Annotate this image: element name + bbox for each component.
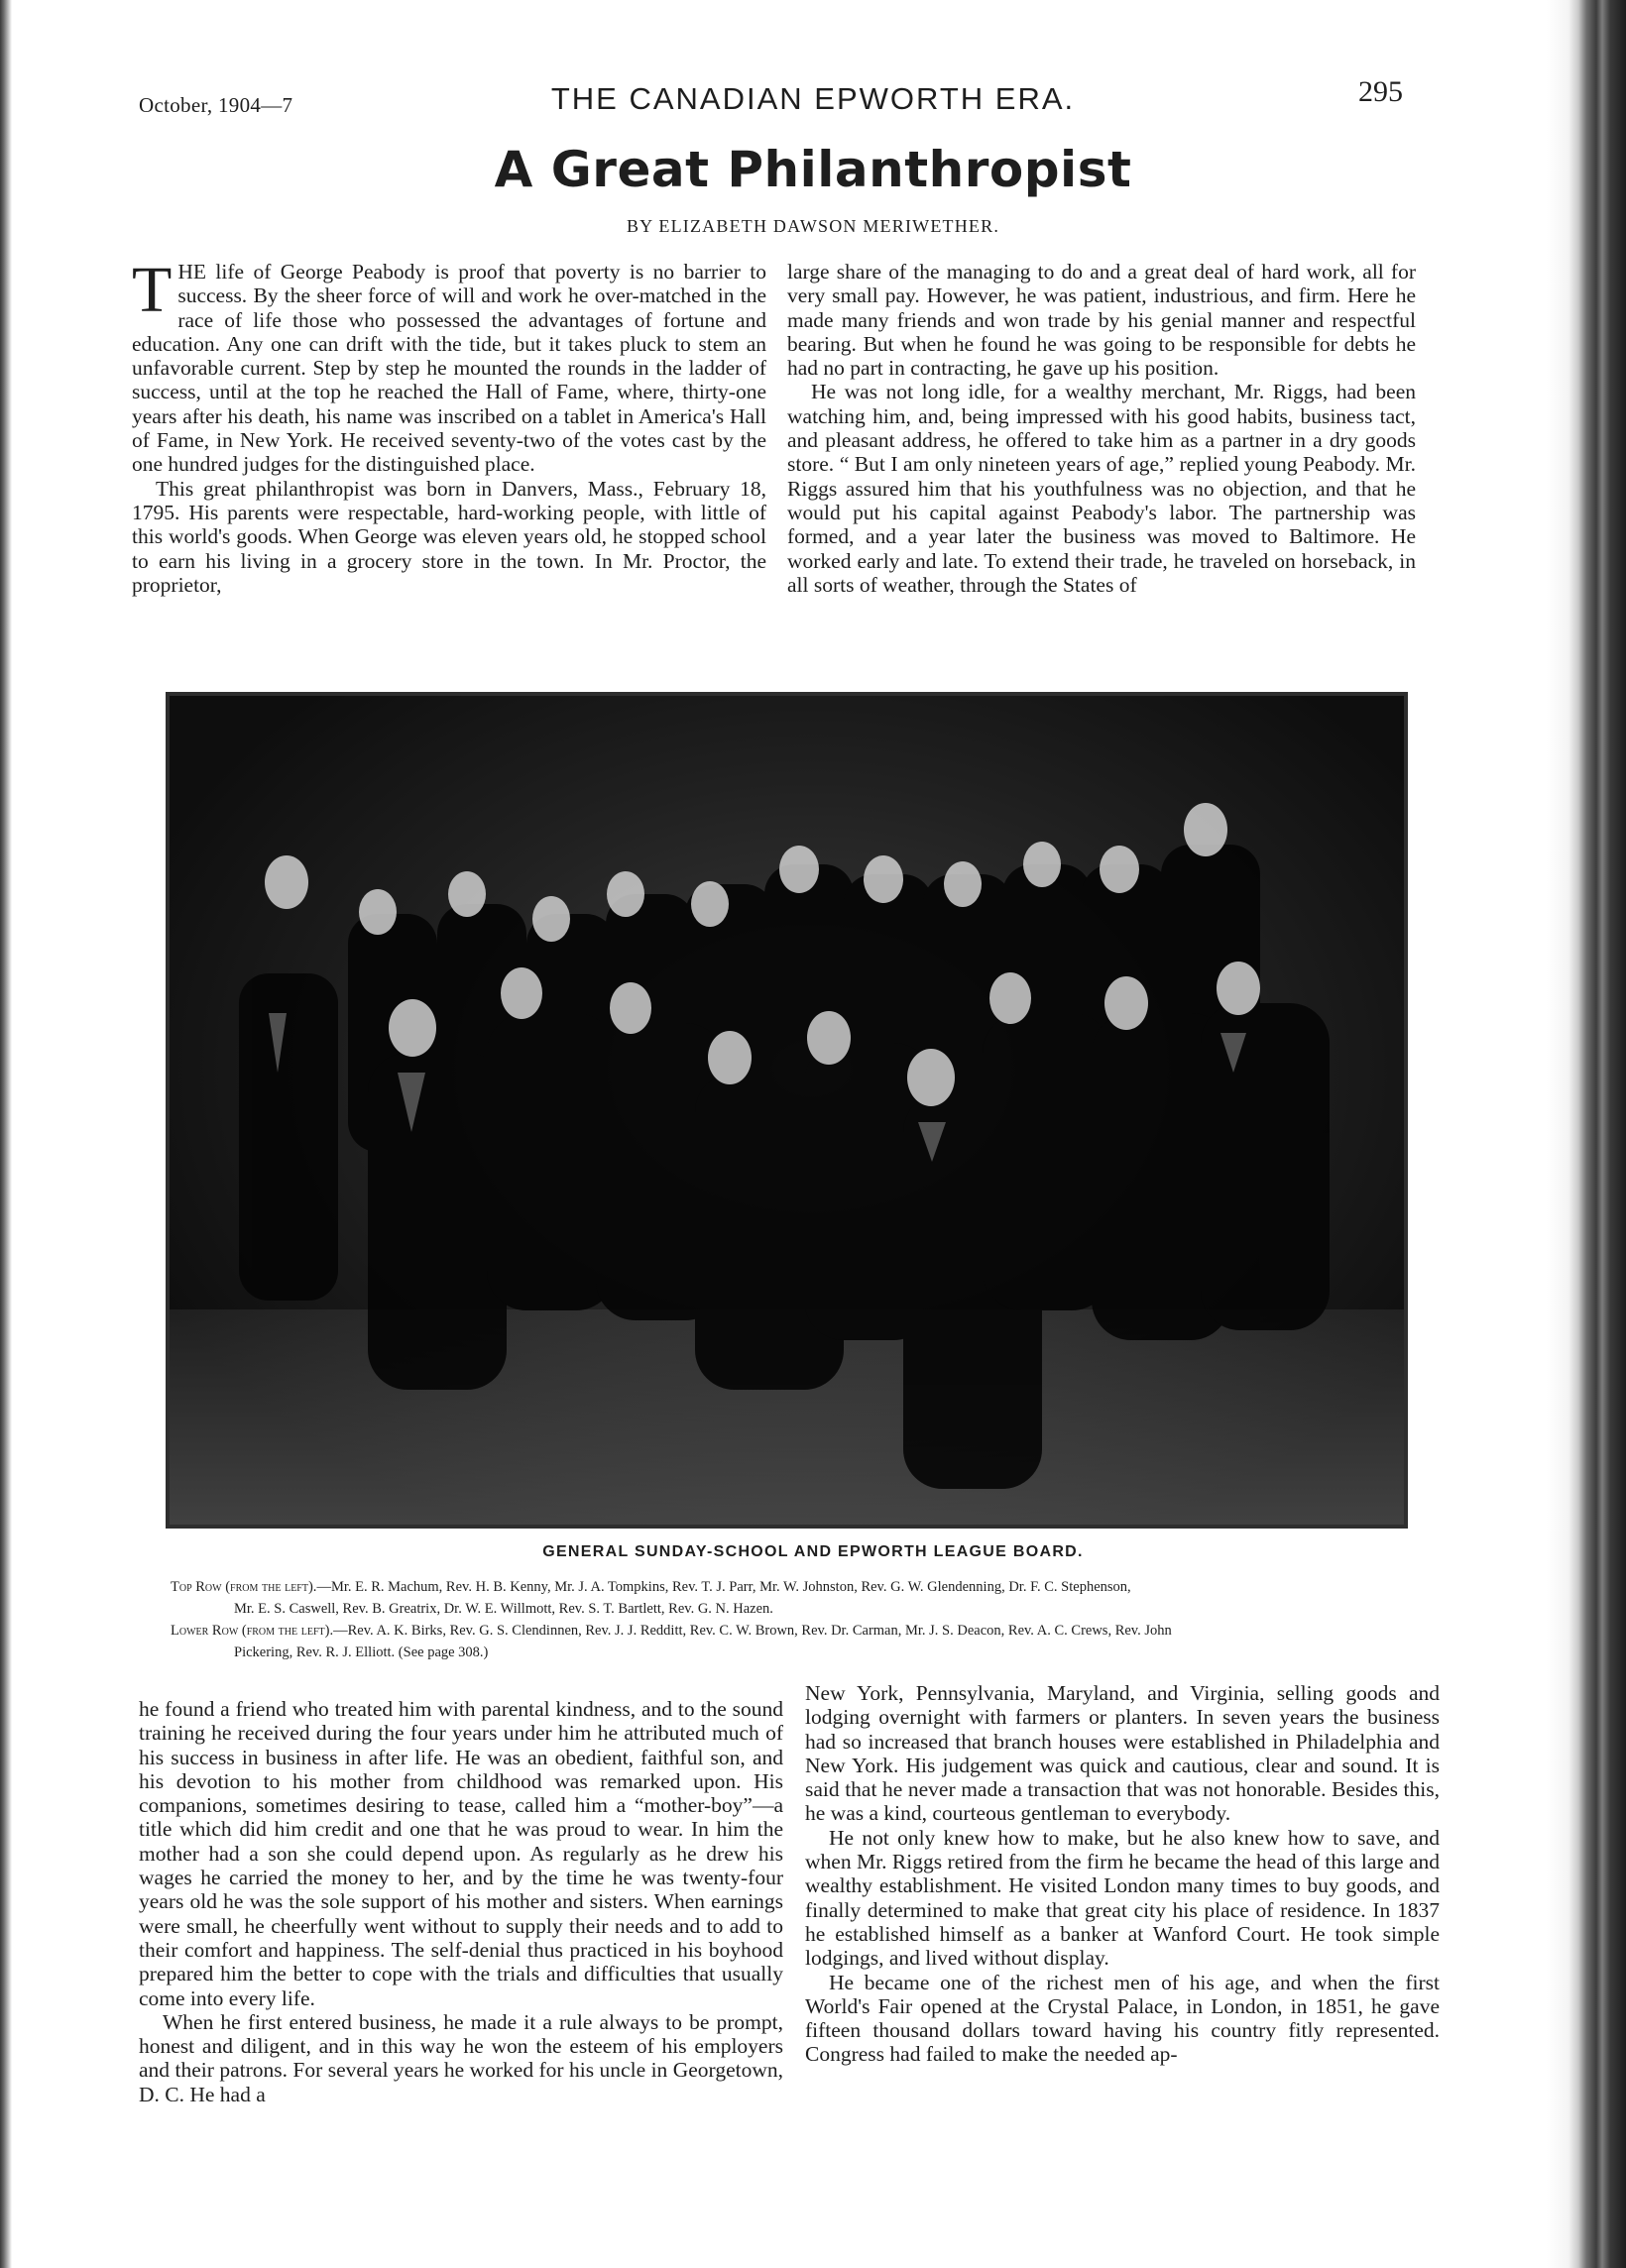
paragraph: He was not long idle, for a wealthy merchant, Mr. Riggs, had been watching him, and, being impressed with his good habits, business tact, and pleasant address, he offered to take him as a partner in a dry goods store. “ But I am only nineteen years of age,” replied young Peabody. Mr. Riggs assured him that his youthfulness was no objection, and that he would put his capital against Peabody's labor. The partnership was formed, and a year later the business was moved to Baltimore. He worked early and late. To extend their trade, he traveled on horseback, in all sorts of weather, through the States of [787, 380, 1416, 597]
paragraph: This great philanthropist was born in Danvers, Mass., February 18, 1795. His parents were respectable, hard-working people, with little of this world's goods. When George was eleven years old, he stopped school to earn his living in a grocery store in the town. In Mr. Proctor, the proprietor, [132, 476, 766, 597]
article-byline: BY ELIZABETH DAWSON MERIWETHER. [626, 216, 1000, 236]
paragraph: He not only knew how to make, but he also knew how to save, and when Mr. Riggs retired from the firm he became the head of this large and wealthy establishment. He visited London many times to buy goods, and finally determined to make that great city his place of residence. In 1837 he established himself as a banker at Wanford Court. He took simple lodgings, and lived without display. [805, 1825, 1440, 1971]
group-figures [170, 696, 1404, 1525]
page-number: 295 [1358, 75, 1403, 108]
paragraph: large share of the managing to do and a great deal of hard work, all for very small pay. However, he was patient, industrious, and firm. Here he made many friends and won trade by his genial manner and respectful bearing. But when he found he was going to be responsible for debts he had no part in contracting, he gave up his position. [787, 260, 1416, 381]
top-row-list: —Mr. E. R. Machum, Rev. H. B. Kenny, Mr. J. A. Tompkins, Rev. T. J. Parr, Mr. W. Johnston, Rev. G. W. Glendenning, Dr. F. C. Stephenson, [316, 1579, 1131, 1595]
group-photograph [166, 692, 1408, 1529]
column-bottom-right [805, 1681, 1440, 2067]
column-bottom-left [139, 1697, 783, 2106]
lower-row-list: —Rev. A. K. Birks, Rev. G. S. Clendinnen, Rev. J. J. Redditt, Rev. C. W. Brown, Rev. Dr. Carman, Mr. J. S. Deacon, Rev. A. C. Crews, Rev. John [333, 1623, 1172, 1639]
paragraph: When he first entered business, he made it a rule always to be prompt, honest and diligent, and in this way he won the esteem of his employers and their patrons. For several years he worked for his uncle in Georgetown, D. C. He had a [139, 2009, 783, 2106]
photo-caption-title: GENERAL SUNDAY-SCHOOL AND EPWORTH LEAGUE BOARD. [542, 1543, 1084, 1560]
lower-row-list-continued: Pickering, Rev. R. J. Elliott. (See page 308.) [234, 1644, 489, 1660]
top-row-list-continued: Mr. E. S. Caswell, Rev. B. Greatrix, Dr. W. E. Willmott, Rev. S. T. Bartlett, Rev. G. N. Hazen. [234, 1601, 773, 1617]
column-top-left [132, 254, 766, 597]
top-row-names [171, 1576, 1440, 1620]
column-top-right [787, 260, 1416, 597]
article-title: A Great Philanthropist [494, 141, 1132, 198]
paragraph: he found a friend who treated him with parental kindness, and to the sound training he received during the four years under him he attributed much of his success in business in after life. He was an obedient, faithful son, and his devotion to his mother from childhood was remarked upon. His companions, sometimes desiring to tease, called him a “mother-boy”—a title which did him credit and one that he was proud to wear. In him the mother had a son she could depend upon. As regularly as he drew his wages he carried the money to her, and by the time he was twenty-four years old he was the sole support of his mother and sisters. When earnings were small, he cheerfully went without to supply their needs and to add to their comfort and happiness. The self-denial thus practiced in his boyhood prepared him the better to cope with the trials and difficulties that usually come into every life. [139, 1697, 783, 2010]
paragraph: He became one of the richest men of his age, and when the first World's Fair opened at the Crystal Palace, in London, in 1851, he gave fifteen thousand dollars toward having his country fitly represented. Congress had failed to make the needed ap- [805, 1970, 1440, 2067]
issue-date: October, 1904—7 [139, 93, 293, 117]
lower-row-names [171, 1620, 1440, 1663]
drop-cap: T [132, 254, 173, 326]
top-row-label: Top Row (from the left). [171, 1579, 317, 1595]
magazine-title: THE CANADIAN EPWORTH ERA. [550, 81, 1076, 116]
paragraph: New York, Pennsylvania, Maryland, and Virginia, selling goods and lodging overnight with farmers or planters. In seven years the business had so increased that branch houses were established in Philadelphia and New York. His judgement was quick and cautious, clear and sound. It is said that he never made a transaction that was not honorable. Besides this, he was a kind, courteous gentleman to everybody. [805, 1681, 1440, 1826]
lower-row-label: Lower Row (from the left). [171, 1623, 334, 1639]
paragraph: THE life of George Peabody is proof that poverty is no barrier to success. By the sheer force of will and work he over-matched in the race of life those who possessed the advantages of fortune and education. Any one can drift with the tide, but it takes pluck to stem an unfavorable current. Step by step he mounted the rounds in the ladder of success, until at the top he reached the Hall of Fame, where, thirty-one years after his death, his name was inscribed on a tablet in America's Hall of Fame, in New York. He received seventy-two of the votes cast by the one hundred judges for the distinguished place. [132, 254, 766, 477]
